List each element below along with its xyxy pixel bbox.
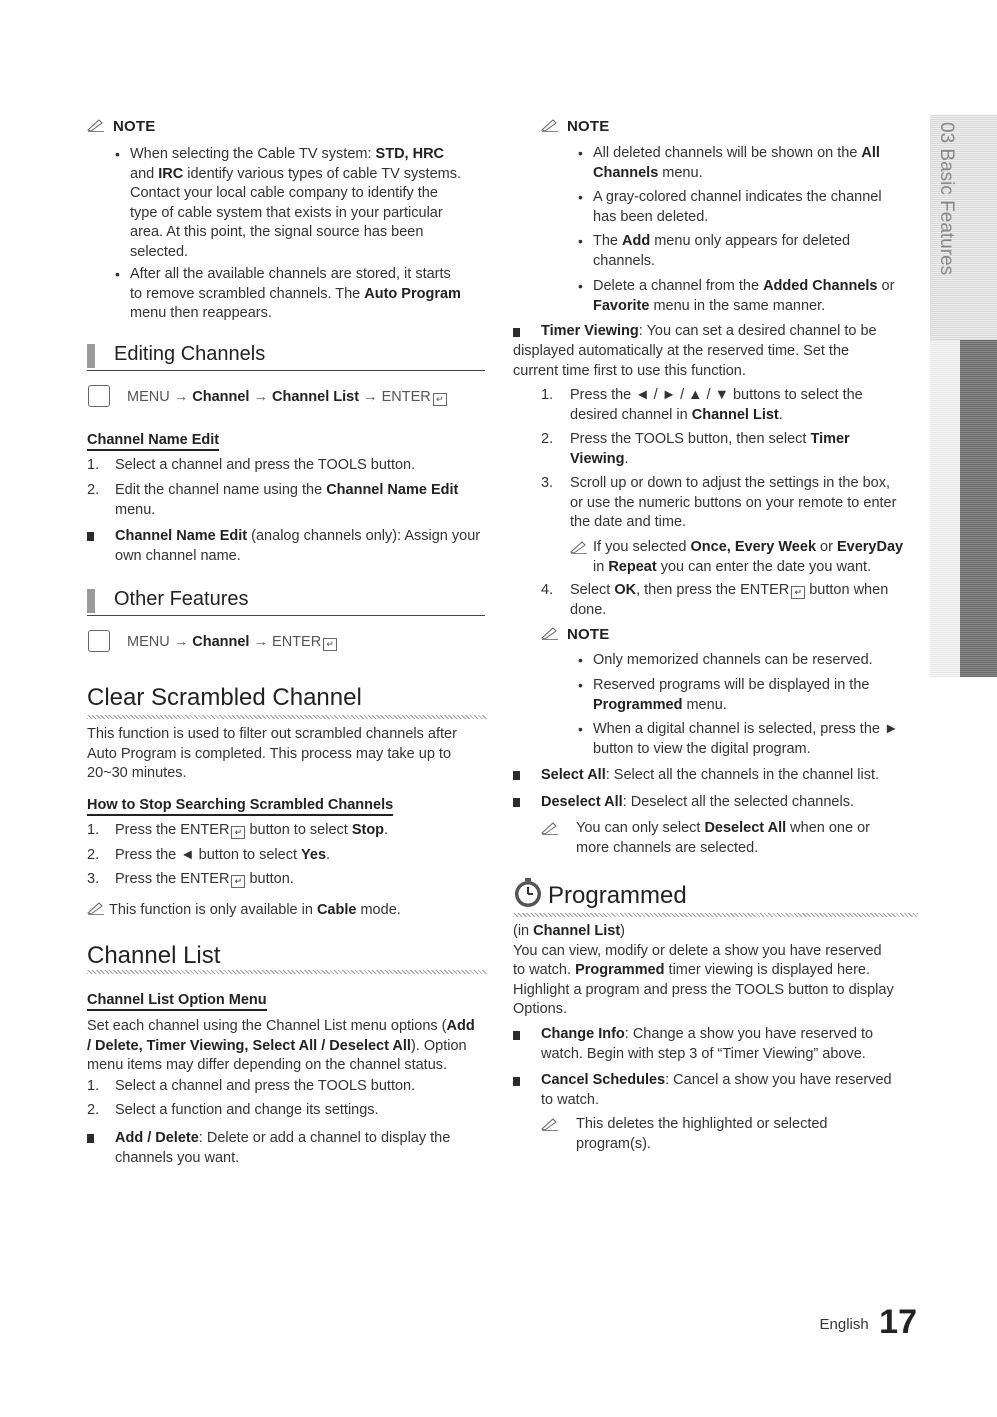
enter-icon: ↵ — [231, 875, 245, 888]
enter-icon: ↵ — [433, 393, 447, 406]
paragraph: (in Channel List) You can view, modify or delete a show you have reserved to watch. Programmed timer viewing is displayed here. Highlight a program and press the TOOLS button to display Options. — [513, 923, 894, 1017]
chapter-tab-edge — [930, 340, 960, 677]
step-3: 3. Press the ENTER ↵ button. — [87, 871, 294, 887]
menu-remote-icon — [88, 385, 110, 407]
square-bullet-icon — [513, 798, 520, 807]
subsection-title: How to Stop Searching Scrambled Channels — [87, 796, 393, 816]
step-1: 1. Press the ENTER ↵ button to select Stop. — [87, 822, 389, 838]
add-delete-item: Add / Delete: Delete or add a channel to display the channels you want. — [115, 1130, 451, 1166]
enter-icon: ↵ — [231, 826, 245, 839]
note-bullet: • When selecting the Cable TV system: STD, HRC and IRC identify various types of cable TV systems. Contact your local cable company to identify the type of cable system that exists in your particular area. At this point, the signal source has been selected. — [115, 146, 461, 260]
paragraph: This function is used to filter out scrambled channels after Auto Program is completed. This process may take up to 20~30 minutes. — [87, 726, 457, 781]
page-footer — [820, 1303, 917, 1342]
timer-viewing-item: Timer Viewing: You can set a desired channel to be — [541, 323, 877, 339]
step-2: 2. Edit the channel name using the Channel Name Edit menu. — [87, 482, 459, 518]
note-bullet: • All deleted channels will be shown on the All Channels menu. — [578, 145, 880, 181]
section-rule — [87, 615, 485, 616]
dotted-rule — [87, 715, 487, 719]
step-2: 2. Select a function and change its settings. — [87, 1102, 379, 1118]
menu-path: MENU → Channel → Channel List → ENTER ↵ — [127, 389, 447, 406]
pencil-note-icon — [541, 118, 559, 132]
change-info-item: Change Info: Change a show you have reserved to watch. Begin with step 3 of “Timer Viewing” above. — [541, 1026, 874, 1062]
note-bullet: • Only memorized channels can be reserved. — [578, 652, 873, 668]
footer-language: English — [819, 1316, 869, 1333]
square-bullet-icon — [513, 1031, 520, 1040]
note-bullet: • When a digital channel is selected, press the ► button to view the digital program. — [578, 721, 899, 757]
section-title: Editing Channels — [114, 343, 266, 365]
page-number: 17 — [879, 1303, 917, 1341]
note-line: If you selected Once, Every Week or EveryDay in Repeat you can enter the date you want. — [570, 538, 920, 577]
section-marker — [87, 344, 95, 368]
step-2: 2. Press the ◄ button to select Yes. — [87, 847, 331, 863]
note-line: You can only select Deselect All when one or more channels are selected. — [541, 819, 919, 858]
heading-programmed: Programmed — [548, 882, 687, 909]
note-bullet: • A gray-colored channel indicates the channel has been deleted. — [578, 189, 882, 225]
enter-icon: ↵ — [323, 638, 337, 651]
heading-clear-scrambled: Clear Scrambled Channel — [87, 684, 362, 711]
note-line: This function is only available in Cable mode. — [87, 901, 487, 921]
step-2: 2. Press the TOOLS button, then select Timer Viewing. — [541, 431, 850, 467]
square-bullet-icon — [87, 1134, 94, 1143]
pencil-note-icon — [541, 821, 559, 835]
step-1: 1. Press the ◄ / ► / ▲ / ▼ buttons to select the desired channel in Channel List. — [541, 387, 863, 423]
enter-icon: ↵ — [791, 586, 805, 599]
subsection-title: Channel Name Edit — [87, 431, 219, 451]
step-1: 1. Select a channel and press the TOOLS button. — [87, 457, 416, 473]
note-heading: NOTE — [541, 626, 609, 643]
cancel-schedules-item: Cancel Schedules: Cancel a show you have reserved to watch. — [541, 1072, 892, 1108]
section-rule — [87, 370, 485, 371]
pencil-note-icon — [87, 901, 105, 915]
deselect-all-item: Deselect All: Deselect all the selected channels. — [541, 794, 854, 810]
step-3: 3. Scroll up or down to adjust the settings in the box, or use the numeric buttons on your remote to enter the date and time. — [541, 475, 897, 530]
step-1: 1. Select a channel and press the TOOLS button. — [87, 1078, 416, 1094]
menu-path: MENU → Channel → ENTER ↵ — [127, 634, 337, 651]
dotted-rule — [87, 970, 487, 974]
note-line: This deletes the highlighted or selected program(s). — [541, 1115, 919, 1154]
clock-icon — [513, 877, 543, 909]
note-bullet: • The Add menu only appears for deleted channels. — [578, 233, 851, 269]
dotted-rule — [513, 913, 918, 917]
subsection-title: Channel List Option Menu — [87, 991, 267, 1011]
channel-name-edit-item: Channel Name Edit (analog channels only): Assign your own channel name. — [115, 528, 481, 564]
pencil-note-icon — [541, 1117, 559, 1131]
square-bullet-icon — [87, 532, 94, 541]
square-bullet-icon — [513, 771, 520, 780]
note-heading: NOTE — [87, 118, 155, 135]
pencil-note-icon — [87, 118, 105, 132]
paragraph: Set each channel using the Channel List menu options (Add / Delete, Timer Viewing, Select All / Deselect All). Option menu items may differ depending on the channel status. — [87, 1018, 475, 1073]
pencil-note-icon — [541, 626, 559, 640]
select-all-item: Select All: Select all the channels in the channel list. — [541, 767, 879, 783]
step-4: 4. Select OK, then press the ENTER ↵ button when done. — [541, 582, 889, 618]
square-bullet-icon — [513, 1077, 520, 1086]
note-bullet: • Reserved programs will be displayed in the Programmed menu. — [578, 677, 870, 713]
note-bullet: • After all the available channels are stored, it starts to remove scrambled channels. The Auto Program menu then reappears. — [115, 266, 461, 321]
note-bullet: • Delete a channel from the Added Channels or Favorite menu in the same manner. — [578, 278, 895, 314]
heading-channel-list: Channel List — [87, 942, 221, 969]
pencil-note-icon — [570, 540, 588, 554]
section-title: Other Features — [114, 588, 249, 610]
menu-remote-icon — [88, 630, 110, 652]
square-bullet-icon — [513, 328, 520, 337]
chapter-tab-label: 03 Basic Features — [936, 122, 957, 276]
paragraph: displayed automatically at the reserved time. Set the current time first to use this function. — [513, 343, 850, 379]
note-heading: NOTE — [541, 118, 609, 135]
section-marker — [87, 589, 95, 613]
